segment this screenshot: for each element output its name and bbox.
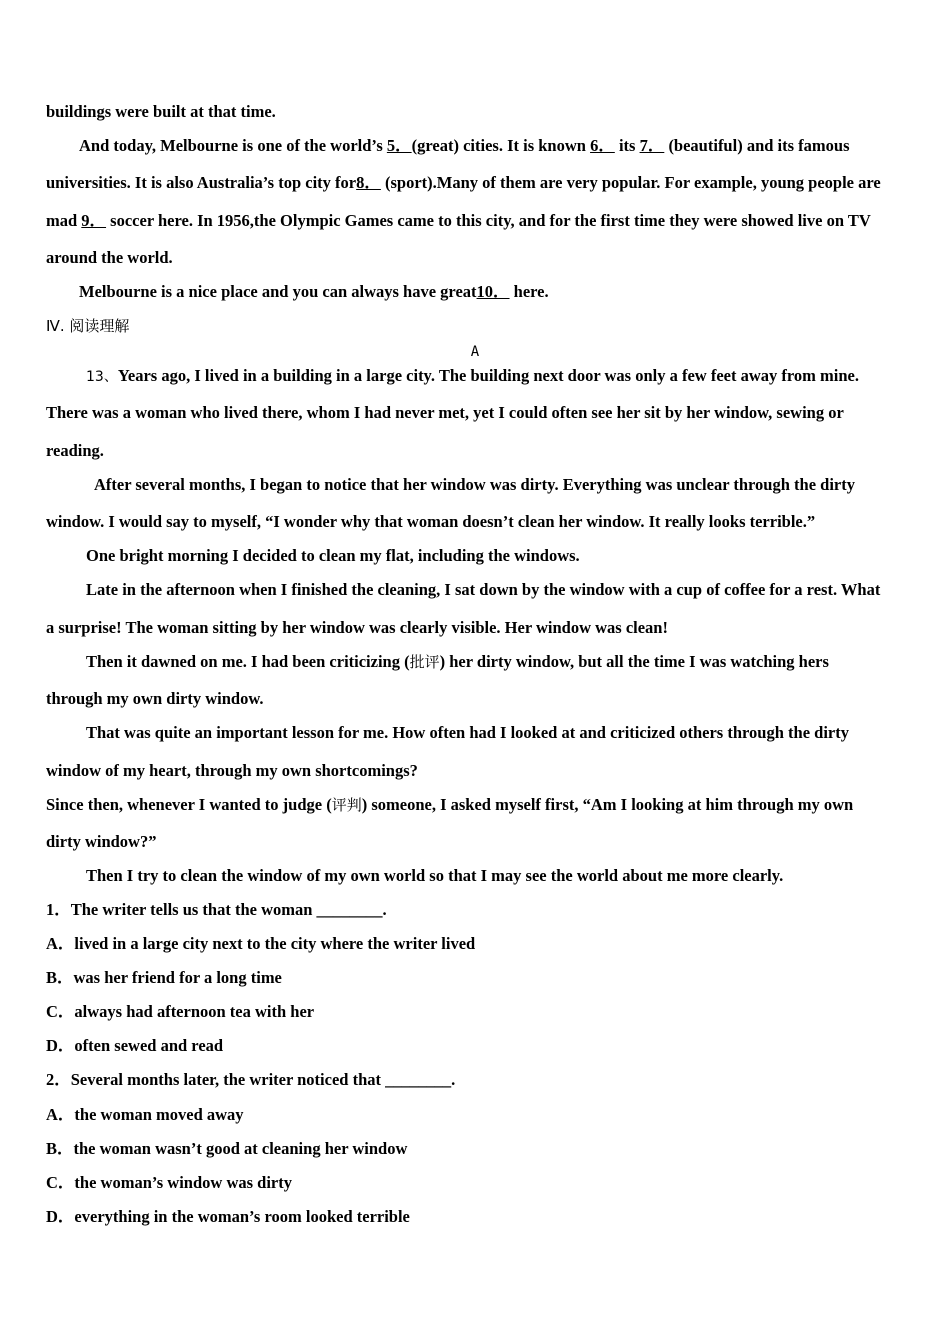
- option-letter: C．: [46, 1173, 75, 1192]
- blank-9: 9．: [81, 211, 107, 230]
- option-text: often sewed and read: [74, 1036, 224, 1055]
- question-1-stem: [46, 900, 387, 920]
- text: Several months later, the writer noticed that ________.: [70, 1070, 456, 1089]
- cloze-paragraph-2: [79, 136, 850, 156]
- cloze-line: [46, 102, 276, 122]
- text: buildings were built at that time.: [46, 102, 276, 121]
- question-2-stem: [46, 1070, 455, 1090]
- blank-8: 8．: [356, 173, 381, 192]
- text: ) her dirty window, but all the time I was watching hers: [439, 652, 829, 671]
- blank-10: 10．: [476, 282, 510, 301]
- question-1-option-b[interactable]: [46, 968, 282, 988]
- passage-line: There was a woman who lived there, whom I had never met, yet I could often see her sit by her window, sewing or: [46, 403, 844, 422]
- passage-line: dirty window?”: [46, 832, 157, 851]
- option-text: the woman wasn’t good at cleaning her window: [73, 1139, 408, 1158]
- passage-line: through my own dirty window.: [46, 689, 264, 708]
- text: The writer tells us that the woman ________.: [70, 900, 387, 919]
- question-1-option-c[interactable]: [46, 1002, 314, 1022]
- option-text: always had afternoon tea with her: [74, 1002, 315, 1021]
- blank-6: 6．: [590, 136, 615, 155]
- text: (great) cities. It is known: [411, 136, 591, 155]
- option-text: the woman’s window was dirty: [74, 1173, 292, 1192]
- text-cjk: 批评: [409, 653, 440, 671]
- question-number: 1．: [46, 900, 71, 919]
- passage-label: A: [470, 344, 480, 360]
- question-2-option-a[interactable]: [46, 1105, 244, 1125]
- question-1-option-a[interactable]: [46, 934, 475, 954]
- cloze-line: [46, 248, 173, 268]
- text: around the world.: [46, 248, 173, 267]
- text: soccer here. In 1956,the Olympic Games came to this city, and for the first time they were showed live on TV: [106, 211, 871, 230]
- text: ) someone, I asked myself first, “Am I looking at him through my own: [361, 795, 854, 814]
- passage-line: a surprise! The woman sitting by her window was clearly visible. Her window was clean!: [46, 618, 668, 637]
- option-text: the woman moved away: [74, 1105, 244, 1124]
- text: (sport).Many of them are very popular. For example, young people are: [380, 173, 881, 192]
- option-letter: A．: [46, 1105, 75, 1124]
- option-text: lived in a large city next to the city where the writer lived: [74, 934, 476, 953]
- question-2-option-c[interactable]: [46, 1173, 292, 1193]
- text: Since then, whenever I wanted to judge (: [46, 795, 332, 814]
- passage-line: One bright morning I decided to clean my flat, including the windows.: [86, 546, 580, 565]
- option-letter: D．: [46, 1036, 75, 1055]
- question-1-option-d[interactable]: [46, 1036, 223, 1056]
- text: Years ago, I lived in a building in a large city. The building next door was only a few feet away from mine.: [117, 366, 859, 385]
- cloze-line: [46, 173, 881, 193]
- passage-line: [86, 652, 829, 672]
- passage-line: window of my heart, through my own shortcomings?: [46, 761, 418, 780]
- option-text: was her friend for a long time: [73, 968, 282, 987]
- question-2-option-b[interactable]: [46, 1139, 407, 1159]
- option-letter: D．: [46, 1207, 75, 1226]
- option-letter: C．: [46, 1002, 75, 1021]
- passage-line: Then I try to clean the window of my own world so that I may see the world about me more clearly.: [86, 866, 784, 885]
- section-title: Ⅳ. 阅读理解: [46, 317, 130, 335]
- passage-line: [86, 366, 859, 387]
- cloze-paragraph-3: [79, 282, 549, 302]
- text: Then it dawned on me. I had been criticizing (: [86, 652, 410, 671]
- text: (beautiful) and its famous: [664, 136, 850, 155]
- question-number: 2．: [46, 1070, 71, 1089]
- passage-line: [46, 795, 853, 815]
- passage-line: After several months, I began to notice that her window was dirty. Everything was unclear through the dirty: [94, 475, 855, 494]
- option-text: everything in the woman’s room looked terrible: [74, 1207, 410, 1226]
- passage-line: reading.: [46, 441, 104, 460]
- option-letter: B．: [46, 968, 74, 987]
- question-2-option-d[interactable]: [46, 1207, 410, 1227]
- text: universities. It is also Australia’s top city for: [46, 173, 357, 192]
- text: mad: [46, 211, 82, 230]
- passage-line: Late in the afternoon when I finished the cleaning, I sat down by the window with a cup of coffee for a rest. What: [86, 580, 881, 599]
- blank-7: 7．: [639, 136, 665, 155]
- blank-5: 5．: [386, 136, 412, 155]
- text: here.: [509, 282, 549, 301]
- cloze-line: [46, 211, 871, 231]
- option-letter: A．: [46, 934, 75, 953]
- text-cjk: 评判: [331, 796, 362, 814]
- passage-number: 13、: [86, 369, 118, 385]
- passage-line: window. I would say to myself, “I wonder why that woman doesn’t clean her window. It really looks terrible.”: [46, 512, 816, 531]
- text: And today, Melbourne is one of the world’s: [79, 136, 387, 155]
- text: Melbourne is a nice place and you can always have great: [79, 282, 477, 301]
- passage-line: That was quite an important lesson for me. How often had I looked at and criticized others through the dirty: [86, 723, 849, 742]
- text: its: [614, 136, 640, 155]
- option-letter: B．: [46, 1139, 74, 1158]
